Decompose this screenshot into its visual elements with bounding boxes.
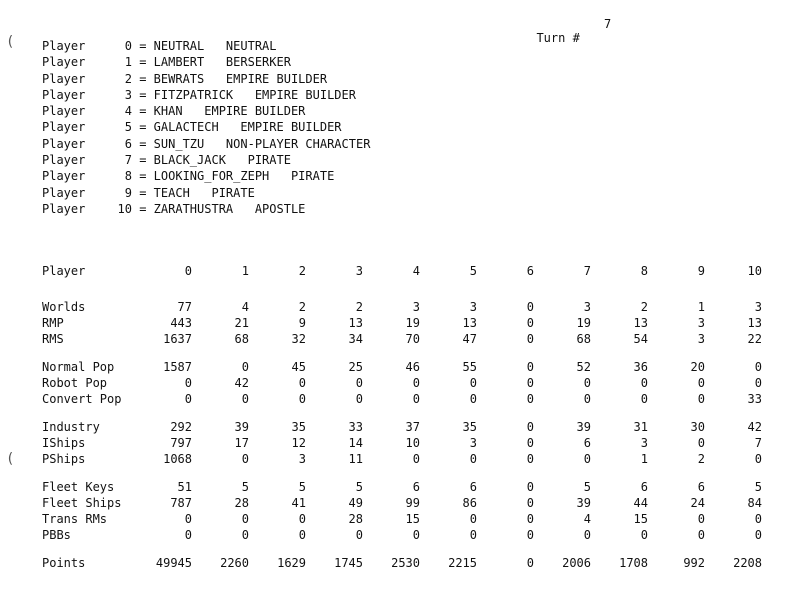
table-cell: 0 [241,360,249,374]
table-cell: 28 [234,496,249,510]
table-cell: 4 [241,300,249,314]
player-line: Player 5 = GALACTECH EMPIRE BUILDER [42,120,342,135]
row-label: Fleet Keys [42,480,115,494]
column-header: 6 [526,264,534,278]
table-cell: 2208 [733,556,762,570]
table-cell: 292 [170,420,192,434]
table-cell: 15 [405,512,420,526]
table-row [42,359,762,375]
row-spacer [42,279,762,299]
player-line: Player 6 = SUN_TZU NON-PLAYER CHARACTER [42,136,371,151]
table-cell: 3 [697,316,705,330]
table-cell: 1068 [163,452,192,466]
table-cell: 0 [355,376,363,390]
table-cell: 0 [754,360,762,374]
table-cell: 0 [697,528,705,542]
table-cell: 3 [754,300,762,314]
table-cell: 2530 [391,556,420,570]
table-cell: 0 [640,528,648,542]
table-cell: 787 [170,496,192,510]
row-label: PShips [42,452,86,466]
row-label: Robot Pop [42,376,108,390]
table-cell: 0 [640,392,648,406]
table-cell: 0 [526,512,534,526]
table-row [42,555,762,571]
table-cell: 0 [697,376,705,390]
player-line: Player 0 = NEUTRAL NEUTRAL [42,39,277,53]
table-cell: 5 [754,480,762,494]
margin-mark: ( [6,451,15,467]
table-cell: 24 [690,496,705,510]
table-cell: 1708 [619,556,648,570]
table-row [42,375,762,391]
table-cell: 49 [348,496,363,510]
row-label: Trans RMs [42,512,108,526]
table-cell: 42 [234,376,249,390]
player-line: Player 8 = LOOKING_FOR_ZEPH PIRATE [42,169,335,184]
row-spacer [42,347,762,359]
stats-table [42,263,762,571]
column-header: 1 [241,264,249,278]
table-cell: 0 [412,392,420,406]
table-cell: 0 [184,392,192,406]
table-cell: 0 [526,556,534,570]
table-cell: 0 [583,452,591,466]
table-cell: 0 [412,528,420,542]
table-cell: 28 [348,512,363,526]
table-cell: 0 [469,376,477,390]
table-cell: 5 [583,480,591,494]
table-cell: 84 [747,496,762,510]
table-cell: 0 [241,452,249,466]
row-label: Worlds [42,300,86,314]
table-row [42,451,762,467]
table-cell: 3 [583,300,591,314]
column-header: 3 [355,264,363,278]
table-row [42,495,762,511]
table-cell: 1 [697,300,705,314]
table-cell: 22 [747,332,762,346]
table-cell: 70 [405,332,420,346]
table-cell: 45 [291,360,306,374]
table-cell: 33 [348,420,363,434]
table-cell: 0 [469,512,477,526]
row-spacer [42,407,762,419]
table-row [42,391,762,407]
player-line: Player 1 = LAMBERT BERSERKER [42,55,291,70]
table-cell: 3 [298,452,306,466]
table-row [42,331,762,347]
table-cell: 0 [412,452,420,466]
table-row [42,527,762,543]
table-cell: 5 [241,480,249,494]
table-cell: 0 [298,512,306,526]
table-cell: 35 [462,420,477,434]
table-cell: 2 [355,300,363,314]
table-cell: 0 [298,528,306,542]
table-cell: 15 [633,512,648,526]
table-cell: 17 [234,436,249,450]
table-cell: 0 [241,528,249,542]
table-cell: 68 [234,332,249,346]
table-cell: 0 [754,452,762,466]
table-cell: 6 [412,480,420,494]
table-cell: 13 [348,316,363,330]
table-cell: 6 [469,480,477,494]
player-line: Player 10 = ZARATHUSTRA APOSTLE [42,201,306,216]
table-cell: 68 [576,332,591,346]
column-header: 9 [697,264,705,278]
player-line: Player 7 = BLACK_JACK PIRATE [42,153,291,168]
table-cell: 46 [405,360,420,374]
table-cell: 47 [462,332,477,346]
table-cell: 51 [177,480,192,494]
table-cell: 14 [348,436,363,450]
table-cell: 13 [747,316,762,330]
table-cell: 6 [640,480,648,494]
table-row [42,479,762,495]
table-row [42,419,762,435]
table-cell: 19 [405,316,420,330]
table-cell: 0 [526,392,534,406]
table-cell: 0 [697,436,705,450]
table-cell: 54 [633,332,648,346]
table-cell: 0 [241,392,249,406]
turn-indicator [522,17,612,59]
table-cell: 37 [405,420,420,434]
column-header: 5 [469,264,477,278]
player-line: Player 9 = TEACH PIRATE [42,185,255,200]
row-label: Industry [42,420,100,434]
table-cell: 0 [640,376,648,390]
column-header: 0 [184,264,192,278]
table-cell: 0 [526,332,534,346]
table-cell: 86 [462,496,477,510]
table-cell: 0 [526,316,534,330]
table-cell: 3 [412,300,420,314]
table-cell: 20 [690,360,705,374]
table-cell: 36 [633,360,648,374]
table-cell: 0 [184,376,192,390]
row-label: PBBs [42,528,71,542]
table-cell: 0 [355,528,363,542]
table-row [42,299,762,315]
table-row [42,435,762,451]
table-cell: 31 [633,420,648,434]
table-cell: 0 [241,512,249,526]
table-cell: 77 [177,300,192,314]
table-cell: 99 [405,496,420,510]
table-cell: 0 [526,360,534,374]
row-label: Points [42,556,86,570]
table-cell: 2 [640,300,648,314]
table-cell: 1629 [277,556,306,570]
table-cell: 1 [640,452,648,466]
table-cell: 39 [576,496,591,510]
table-cell: 3 [469,300,477,314]
table-cell: 2 [697,452,705,466]
table-cell: 7 [754,436,762,450]
table-cell: 0 [526,452,534,466]
player-line: Player 4 = KHAN EMPIRE BUILDER [42,104,306,119]
column-header: 2 [298,264,306,278]
table-cell: 0 [526,480,534,494]
table-cell: 0 [754,376,762,390]
table-cell: 2260 [220,556,249,570]
player-line: Player 3 = FITZPATRICK EMPIRE BUILDER [42,87,356,102]
column-header: 8 [640,264,648,278]
table-cell: 0 [526,420,534,434]
table-cell: 6 [697,480,705,494]
row-label: Convert Pop [42,392,122,406]
table-cell: 0 [754,528,762,542]
table-cell: 19 [576,316,591,330]
table-cell: 0 [526,496,534,510]
table-cell: 30 [690,420,705,434]
row-spacer [42,467,762,479]
turn-number: 7 [604,17,612,31]
row-label: Normal Pop [42,360,115,374]
table-cell: 41 [291,496,306,510]
table-cell: 9 [298,316,306,330]
table-cell: 21 [234,316,249,330]
row-label: Fleet Ships [42,496,122,510]
table-cell: 42 [747,420,762,434]
turn-label: Turn # [536,31,580,45]
player-list [42,38,370,217]
table-cell: 4 [583,512,591,526]
table-cell: 3 [697,332,705,346]
table-cell: 5 [298,480,306,494]
table-cell: 0 [697,392,705,406]
table-cell: 0 [697,512,705,526]
table-cell: 797 [170,436,192,450]
table-cell: 49945 [155,556,192,570]
table-cell: 0 [469,392,477,406]
table-cell: 1745 [334,556,363,570]
table-cell: 34 [348,332,363,346]
table-cell: 0 [184,528,192,542]
table-cell: 0 [469,452,477,466]
row-label: RMS [42,332,64,346]
table-cell: 2006 [562,556,591,570]
table-cell: 25 [348,360,363,374]
table-cell: 39 [234,420,249,434]
table-cell: 0 [754,512,762,526]
player-line: Player 2 = BEWRATS EMPIRE BUILDER [42,71,328,86]
table-cell: 39 [576,420,591,434]
table-cell: 0 [583,392,591,406]
row-label: RMP [42,316,64,330]
table-cell: 0 [526,436,534,450]
table-row [42,315,762,331]
table-cell: 0 [298,376,306,390]
table-cell: 6 [583,436,591,450]
header-label: Player [42,264,86,278]
table-cell: 32 [291,332,306,346]
table-cell: 11 [348,452,363,466]
table-cell: 0 [526,300,534,314]
table-cell: 0 [583,528,591,542]
table-cell: 0 [184,512,192,526]
table-cell: 0 [412,376,420,390]
table-cell: 0 [469,528,477,542]
table-cell: 44 [633,496,648,510]
column-header: 10 [747,264,762,278]
table-cell: 3 [640,436,648,450]
table-cell: 35 [291,420,306,434]
table-cell: 2 [298,300,306,314]
header-row [42,263,762,279]
column-header: 7 [583,264,591,278]
margin-mark: ( [6,34,15,50]
row-spacer [42,543,762,555]
table-cell: 0 [355,392,363,406]
table-cell: 2215 [448,556,477,570]
column-header: 4 [412,264,420,278]
table-cell: 443 [170,316,192,330]
table-cell: 5 [355,480,363,494]
table-cell: 0 [526,528,534,542]
table-cell: 52 [576,360,591,374]
table-cell: 55 [462,360,477,374]
table-cell: 1587 [163,360,192,374]
table-cell: 10 [405,436,420,450]
table-cell: 13 [633,316,648,330]
table-cell: 0 [298,392,306,406]
table-cell: 0 [526,376,534,390]
table-cell: 992 [683,556,705,570]
row-label: IShips [42,436,86,450]
table-cell: 33 [747,392,762,406]
table-row [42,511,762,527]
table-cell: 3 [469,436,477,450]
table-cell: 0 [583,376,591,390]
table-cell: 13 [462,316,477,330]
table-cell: 12 [291,436,306,450]
table-cell: 1637 [163,332,192,346]
